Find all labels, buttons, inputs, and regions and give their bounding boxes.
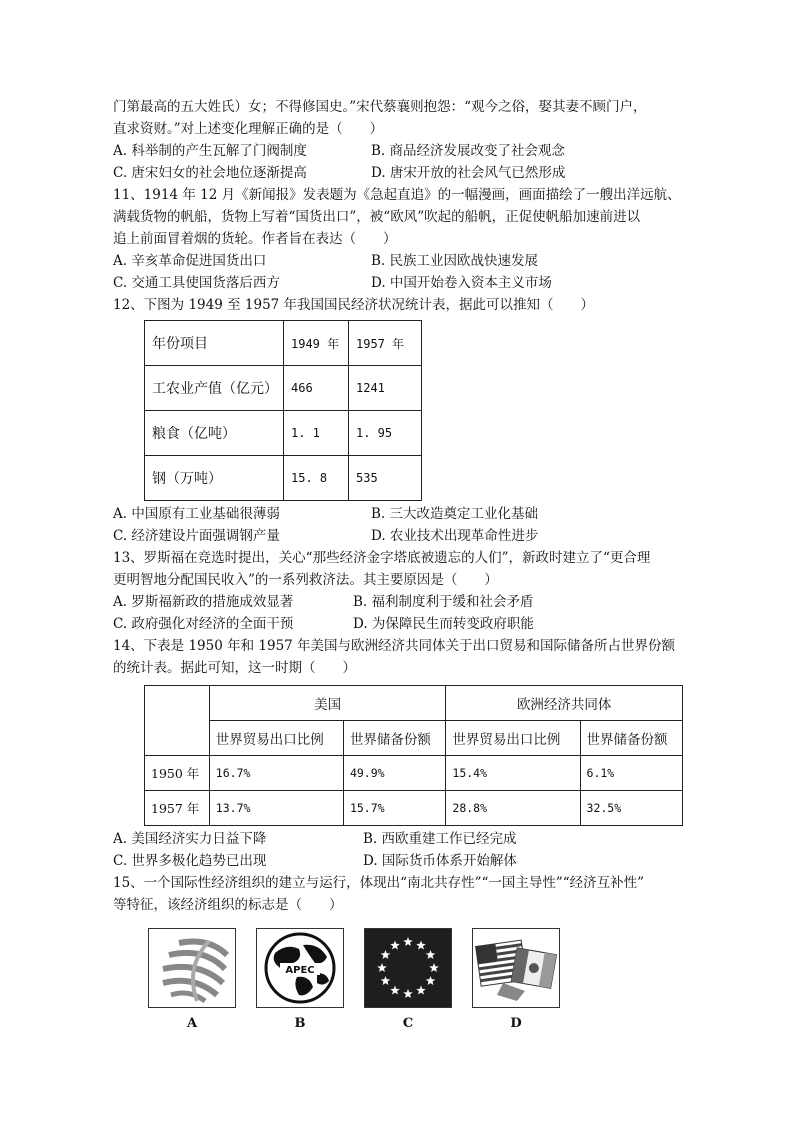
q11-stem-line2: 满载货物的帆船，货物上写着“国货出口”，被“欧风”吹起的船帆，正促使帆船加速前进以 [113,209,641,225]
table-cell: 1950 年 [145,756,210,791]
wto-logo-icon [149,929,235,1007]
q13-stem-line1: 13、罗斯福在竞选时提出，关心“那些经济金字塔底被遗忘的人们”，新政时建立了“更合理 [113,550,651,566]
q10-option-c[interactable]: C. 唐宋妇女的社会地位逐渐提高 [113,165,307,181]
q14-option-b[interactable]: B. 西欧重建工作已经完成 [363,831,517,847]
q13-options-row2 [113,613,683,635]
table-corner-cell [145,686,210,756]
table-cell: 28.8% [446,791,580,826]
q15-stem-line2: 等特征，该经济组织的标志是（ ） [113,897,343,913]
table-cell: 工农业产值（亿元） [145,366,284,411]
q12-option-d[interactable]: D. 农业技术出现革命性进步 [371,528,539,544]
q11-option-a[interactable]: A. 辛亥革命促进国货出口 [113,253,267,269]
table-row [145,721,683,756]
table-group-header-eec: 欧洲经济共同体 [446,686,683,721]
table-row [145,756,683,791]
table-cell: 1241 [349,366,422,411]
q11-stem-line3: 追上前面冒着烟的货轮。作者旨在表达（ ） [113,231,397,247]
table-row [145,321,422,366]
table-group-header-us: 美国 [209,686,446,721]
q14-options-row1 [113,828,683,850]
eu-star-icon [426,950,436,959]
eu-flag-icon [365,929,451,1007]
q14-trade-table [144,685,683,826]
apec-logo-text: APEC [285,965,315,976]
table-cell: 6.1% [580,756,682,791]
table-cell: 466 [284,366,349,411]
q12-economy-table [144,320,422,501]
table-cell: 535 [349,456,422,501]
q10-option-d[interactable]: D. 唐宋开放的社会风气已然形成 [371,165,566,181]
q11-options-row1 [113,250,683,272]
table-header-cell: 世界贸易出口比例 [446,721,580,756]
table-row [145,366,422,411]
q15-logo-option-d[interactable] [472,928,560,1031]
apec-logo-icon [257,929,343,1007]
table-header-cell: 年份项目 [145,321,284,366]
q13-stem-line2: 更明智地分配国民收入”的一系列救济法。其主要原因是（ ） [113,572,498,588]
q10-stem-line1: 门第最高的五大姓氏）女；不得修国史。”宋代蔡襄则抱怨：“观今之俗，娶其妻不顾门户， [113,99,647,115]
eu-star-icon [426,976,436,985]
q14-stem-line2: 的统计表。据此可知，这一时期（ ） [113,660,356,676]
table-header-cell: 世界储备份额 [343,721,445,756]
q11-stem-line1: 11、1914 年 12 月《新闻报》发表题为《急起直追》的一幅漫画，画面描绘了一艘出洋远航、 [113,187,681,203]
q13-option-d[interactable]: D. 为保障民生而转变政府职能 [353,616,534,632]
q13-options-row1 [113,591,683,613]
q10-stem-line2: 直求资财。”对上述变化理解正确的是（ ） [113,121,384,137]
q12-options-row2 [113,525,683,547]
q15-stem-line1: 15、一个国际性经济组织的建立与运行，体现出“南北共存性”“一国主导性”“经济互补性” [113,875,645,891]
q15-logo-option-c[interactable] [364,928,452,1031]
table-header-cell: 1949 年 [284,321,349,366]
q12-stem: 12、下图为 1949 至 1957 年我国国民经济状况统计表，据此可以推知（ ） [113,297,595,313]
q15-logo-label: B [294,1016,306,1031]
q13-option-c[interactable]: C. 政府强化对经济的全面干预 [113,616,294,632]
exam-page [113,96,683,1031]
eu-star-icon [381,976,391,985]
table-row [145,686,683,721]
q10-options-row1 [113,140,683,162]
q15-logo-option-b[interactable] [256,928,344,1031]
table-cell: 16.7% [209,756,343,791]
q15-logo-options [148,928,683,1031]
table-header-cell: 1957 年 [349,321,422,366]
eu-star-icon [416,940,426,949]
eu-star-icon [390,940,400,949]
q10-option-a[interactable]: A. 科举制的产生瓦解了门阀制度 [113,143,307,159]
q12-option-b[interactable]: B. 三大改造奠定工业化基础 [371,506,539,522]
table-cell: 粮食（亿吨） [145,411,284,456]
eu-star-icon [377,963,387,972]
table-cell: 1. 1 [284,411,349,456]
q11-option-c[interactable]: C. 交通工具使国货落后西方 [113,275,280,291]
table-cell: 15.7% [343,791,445,826]
table-header-cell: 世界储备份额 [580,721,682,756]
q11-option-d[interactable]: D. 中国开始卷入资本主义市场 [371,275,552,291]
q15-logo-label: D [510,1016,522,1031]
table-cell: 13.7% [209,791,343,826]
table-cell: 15.4% [446,756,580,791]
q15-logo-option-a[interactable] [148,928,236,1031]
q10-option-b[interactable]: B. 商品经济发展改变了社会观念 [371,143,566,159]
q14-stem-line1: 14、下表是 1950 年和 1957 年美国与欧洲经济共同体关于出口贸易和国际储备所占世界份额 [113,638,676,654]
q13-option-b[interactable]: B. 福利制度利于缓和社会矛盾 [353,594,534,610]
eu-star-icon [403,989,413,998]
table-cell: 49.9% [343,756,445,791]
eu-star-icon [429,963,439,972]
q10-options-row2 [113,162,683,184]
q12-options-row1 [113,503,683,525]
table-row [145,456,422,501]
table-header-cell: 世界贸易出口比例 [209,721,343,756]
eu-star-icon [416,986,426,995]
q15-logo-label: C [402,1016,414,1031]
table-cell: 32.5% [580,791,682,826]
q11-option-b[interactable]: B. 民族工业因欧战快速发展 [371,253,539,269]
table-cell: 1. 95 [349,411,422,456]
q14-option-c[interactable]: C. 世界多极化趋势已出现 [113,853,267,869]
q14-option-a[interactable]: A. 美国经济实力日益下降 [113,831,267,847]
q12-option-c[interactable]: C. 经济建设片面强调钢产量 [113,528,280,544]
table-cell: 钢（万吨） [145,456,284,501]
table-row [145,411,422,456]
q12-option-a[interactable]: A. 中国原有工业基础很薄弱 [113,506,280,522]
q11-options-row2 [113,272,683,294]
eu-star-icon [403,937,413,946]
q13-option-a[interactable]: A. 罗斯福新政的措施成效显著 [113,594,294,610]
q15-logo-label: A [186,1016,198,1031]
table-cell: 1957 年 [145,791,210,826]
eu-star-icon [390,986,400,995]
q14-option-d[interactable]: D. 国际货币体系开始解体 [363,853,517,869]
eu-star-icon [381,950,391,959]
nafta-flags-icon [473,929,559,1007]
table-row [145,791,683,826]
q14-options-row2 [113,850,683,872]
table-cell: 15. 8 [284,456,349,501]
